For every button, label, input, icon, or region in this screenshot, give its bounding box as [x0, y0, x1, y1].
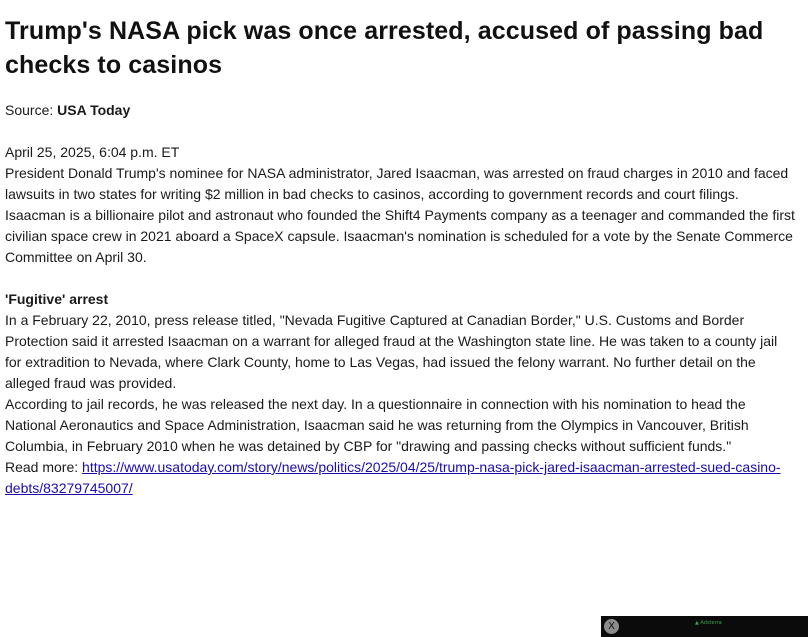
article-source	[5, 100, 795, 121]
ad-close-button[interactable]: X	[604, 619, 619, 634]
source-label: Source:	[5, 102, 58, 118]
read-more-link[interactable]: https://www.usatoday.com/story/news/politics/2025/04/25/trump-nasa-pick-jared-isaacman-arrested-sued-casino-debts/83279745007/	[5, 459, 781, 496]
ad-logo: ▲ Adsterra	[695, 620, 722, 626]
article-headline: Trump's NASA pick was once arrested, accused of passing bad checks to casinos	[5, 17, 764, 79]
article-paragraph-2: Isaacman is a billionaire pilot and astronaut who founded the Shift4 Payments company as a teenager and commanded the first civilian space crew in 2021 aboard a SpaceX capsule. Isaacman's nomination is scheduled for a vote by the Senate Commerce Committee on April 30.	[5, 207, 795, 265]
article	[5, 14, 795, 499]
article-paragraph-3: In a February 22, 2010, press release titled, "Nevada Fugitive Captured at Canadian Border," U.S. Customs and Border Protection said it arrested Isaacman on a warrant for alleged fraud at the Washington state line. He was taken to a county jail for extradition to Nevada, where Clark County, home to Las Vegas, had issued the felony warrant. No further detail on the alleged fraud was provided.	[5, 312, 778, 391]
article-date: April 25, 2025, 6:04 p.m. ET	[5, 144, 180, 160]
section-subheading: 'Fugitive' arrest	[5, 291, 109, 307]
article-paragraph-1: President Donald Trump's nominee for NASA administrator, Jared Isaacman, was arrested on fraud charges in 2010 and faced lawsuits in two states for writing $2 million in bad checks to casinos, according to government records and court filings.	[5, 165, 789, 202]
read-more	[5, 457, 795, 499]
read-more-label: Read more:	[5, 459, 83, 475]
article-paragraph-4: According to jail records, he was released the next day. In a questionnaire in connection with his nomination to head the National Aeronautics and Space Administration, Isaacman said he was returning from the Olympics in Vancouver, British Columbia, in February 2010 when he was detained by CBP for "drawing and passing checks without sufficient funds."	[5, 396, 749, 454]
ad-banner[interactable]	[601, 616, 808, 637]
source-name: USA Today	[57, 102, 131, 118]
